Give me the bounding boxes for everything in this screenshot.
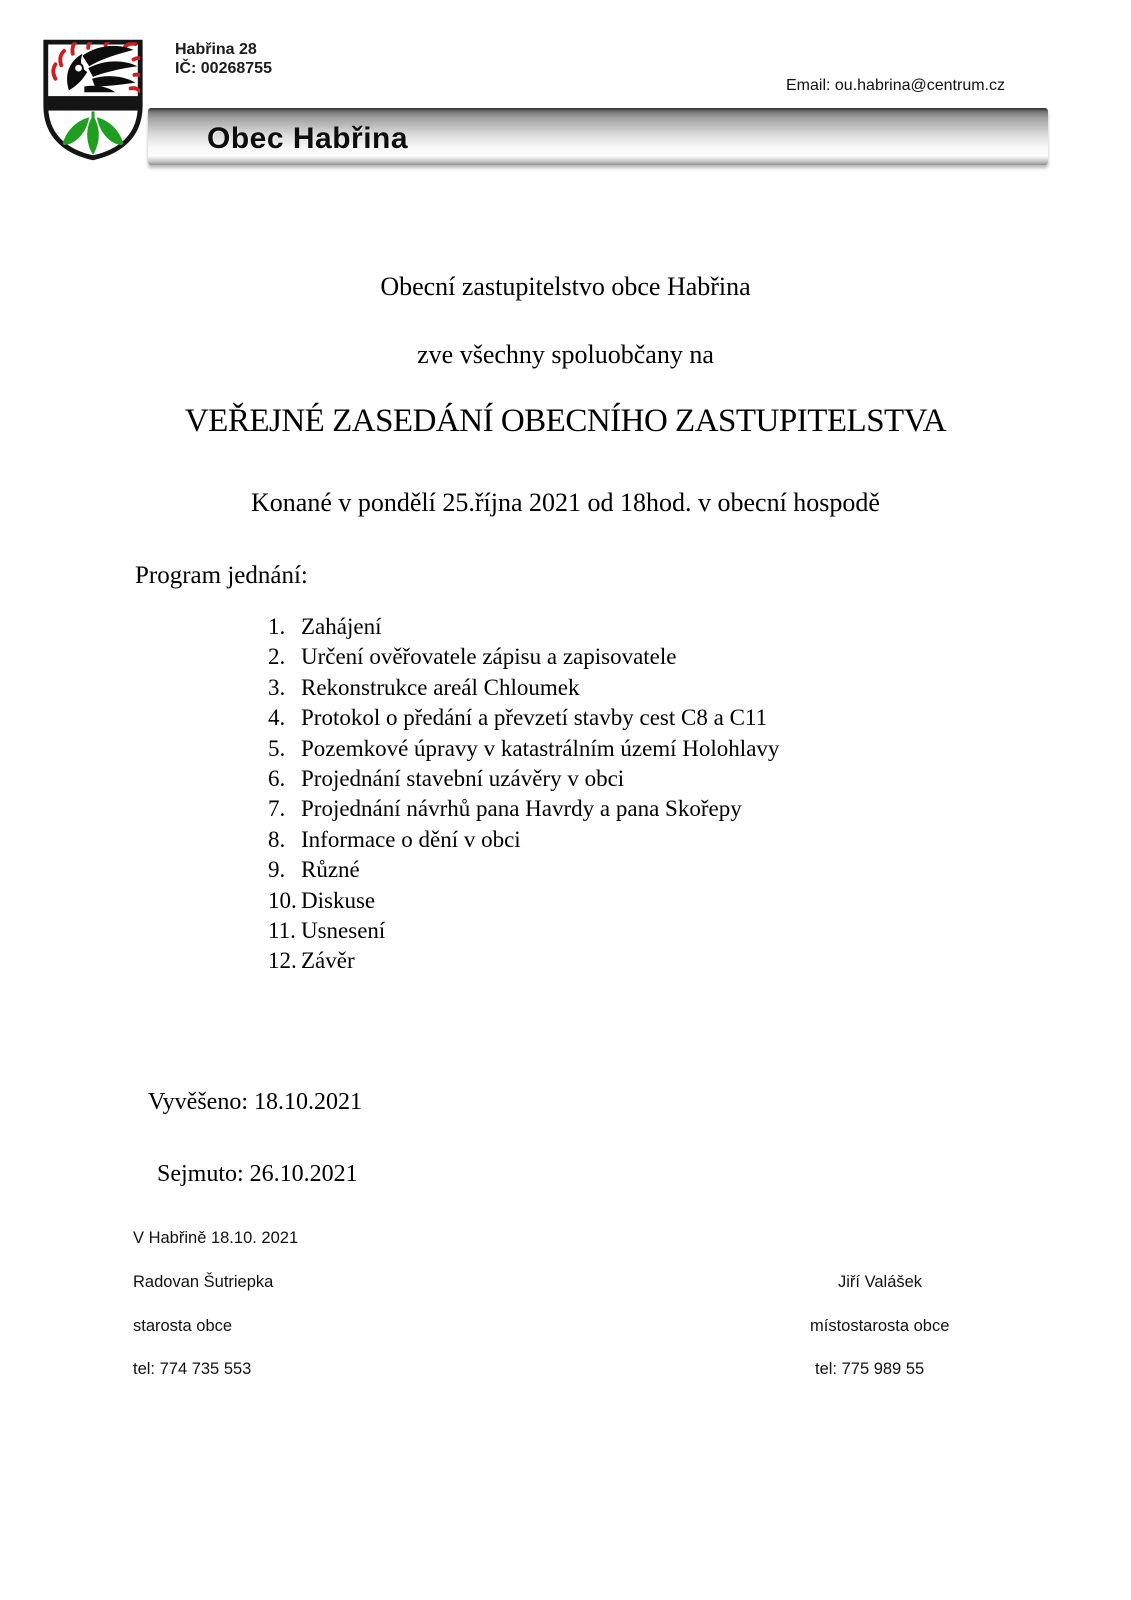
program-item [268,764,779,794]
program-item [268,612,779,642]
program-item [268,825,779,855]
item-number: 6. [268,766,286,792]
deputy-role: místostarosta obce [810,1317,950,1335]
main-title: VEŘEJNÉ ZASEDÁNÍ OBECNÍHO ZASTUPITELSTVA [184,403,947,439]
program-item [268,642,779,672]
title-banner [148,108,1048,165]
item-number: 5. [268,735,286,761]
item-text: Zahájení [301,614,382,639]
item-number: 2. [268,644,286,670]
org-title: Obec Habřina [207,122,409,155]
intro-line-1: Obecní zastupitelstvo obce Habřina [380,272,751,301]
program-item [268,734,779,764]
item-number: 9. [268,857,286,883]
mayor-phone: tel: 774 735 553 [133,1360,252,1378]
org-address-block [175,40,272,78]
item-number: 3. [268,674,286,700]
date-line: Konané v pondělí 25.října 2021 od 18hod. v obecní hospodě [251,488,880,517]
coat-of-arms-icon [40,36,146,162]
program-list [268,612,779,977]
item-number: 12. [268,948,297,974]
item-text: Rekonstrukce areál Chloumek [301,674,580,700]
item-text: Projednání stavební uzávěry v obci [301,766,625,792]
program-label: Program jednání: [135,562,308,589]
item-number: 7. [268,796,286,822]
place-date-line: V Habřině 18.10. 2021 [133,1229,299,1247]
program-item [268,673,779,703]
item-number: 8. [268,826,286,852]
program-item [268,916,779,946]
email-text: Email: ou.habrina@centrum.cz [786,77,1005,94]
deputy-name: Jiří Valášek [838,1273,923,1291]
intro-line-2: zve všechny spoluobčany na [417,340,714,369]
posted-date-line: Vyvěšeno: 18.10.2021 [148,1089,362,1115]
mayor-role: starosta obce [133,1317,233,1335]
program-item [268,886,779,916]
program-item [268,946,779,976]
program-item [268,794,779,824]
item-text: Usnesení [301,918,386,944]
mayor-name: Radovan Šutriepka [133,1273,274,1291]
program-item [268,703,779,733]
address-line: Habřina 28 [175,41,257,58]
item-text: Závěr [301,948,355,974]
item-text: Různé [301,857,360,883]
item-text: Pozemkové úpravy v katastrálním území Holohlavy [301,735,780,761]
program-item [268,855,779,885]
item-number: 10. [268,887,297,913]
item-text: Informace o dění v obci [301,826,521,852]
item-text: Diskuse [301,887,376,913]
item-number: 11. [268,918,296,944]
org-id-line: IČ: 00268755 [175,60,272,77]
item-number: 1. [268,614,286,639]
item-text: Protokol o předání a převzetí stavby cest C8 a C11 [301,705,768,731]
item-text: Projednání návrhů pana Havrdy a pana Skořepy [301,796,742,822]
deputy-phone: tel: 775 989 55 [815,1360,925,1378]
removed-date-line: Sejmuto: 26.10.2021 [157,1161,358,1187]
item-text: Určení ověřovatele zápisu a zapisovatele [301,644,677,670]
item-number: 4. [268,705,286,731]
